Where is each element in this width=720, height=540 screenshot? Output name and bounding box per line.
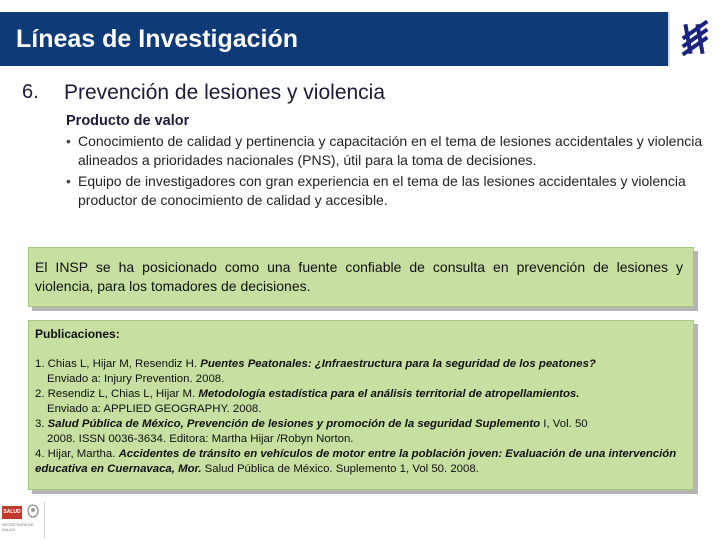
publication-title: Salud Pública de México, Prevención de lesiones y promoción de la seguridad Suplemento (47, 418, 541, 430)
national-seal-icon (26, 503, 40, 519)
publication-item (35, 447, 685, 477)
publication-authors: 4. Hijar, Martha. (35, 448, 119, 460)
footer-divider (44, 502, 45, 538)
publications-box (28, 320, 694, 490)
page-title: Líneas de Investigación (16, 25, 299, 53)
publication-detail: 2008. ISSN 0036-3634. Editora: Martha Hijar /Robyn Norton. (47, 433, 354, 445)
publication-authors: 3. (35, 418, 48, 430)
insp-statement: El INSP se ha posicionado como una fuente confiable de consulta en prevención de lesiones y violencia, para los tomadores de decisiones. (35, 259, 683, 294)
publication-item (35, 417, 685, 447)
section-number: 6. (22, 81, 39, 103)
header-bar (0, 12, 668, 66)
value-product-block (66, 113, 706, 212)
footer-logos (0, 498, 60, 540)
institute-logo (668, 12, 720, 66)
publication-authors: 1. Chias L, Hijar M, Resendiz H. (35, 358, 201, 370)
institute-logo-icon (676, 20, 714, 58)
publication-detail: Enviado a: APPLIED GEOGRAPHY. 2008. (47, 403, 262, 415)
footer-small-text: SECRETARÍA DE SALUD (2, 522, 34, 532)
publication-item (35, 357, 685, 387)
publication-title: Puentes Peatonales: ¿Infraestructura para la seguridad de los peatones? (200, 358, 596, 370)
section-title: Prevención de lesiones y violencia (64, 81, 386, 104)
insp-statement-box (28, 247, 694, 307)
publication-suffix: Salud Pública de México. Suplemento 1, Vol 50. 2008. (201, 463, 479, 475)
value-bullet: • Conocimiento de calidad y pertinencia y capacitación en el tema de lesiones accidentales y violencia alineados a prioridades nacionales (PNS), útil para la toma de decisiones. (66, 132, 706, 170)
publication-detail: Enviado a: Injury Prevention. 2008. (47, 373, 225, 385)
value-title: Producto de valor (66, 113, 190, 129)
publication-title: Accidentes de tránsito en vehículos de motor entre la población joven: Evaluación de una intervención educativa en Cuernavaca, Mor. (35, 448, 677, 475)
publication-item (35, 387, 685, 417)
value-bullet: • Equipo de investigadores con gran experiencia en el tema de las lesiones accidentales y violencia productor de conocimiento de calidad y accesible. (66, 172, 706, 210)
publication-suffix: I, Vol. 50 (540, 418, 588, 430)
salud-badge: SALUD (2, 506, 22, 519)
publications-heading: Publicaciones: (35, 327, 120, 341)
publication-authors: 2. Resendiz L, Chias L, Hijar M. (35, 388, 199, 400)
publication-title: Metodología estadística para el análisis territorial de atropellamientos. (198, 388, 580, 400)
